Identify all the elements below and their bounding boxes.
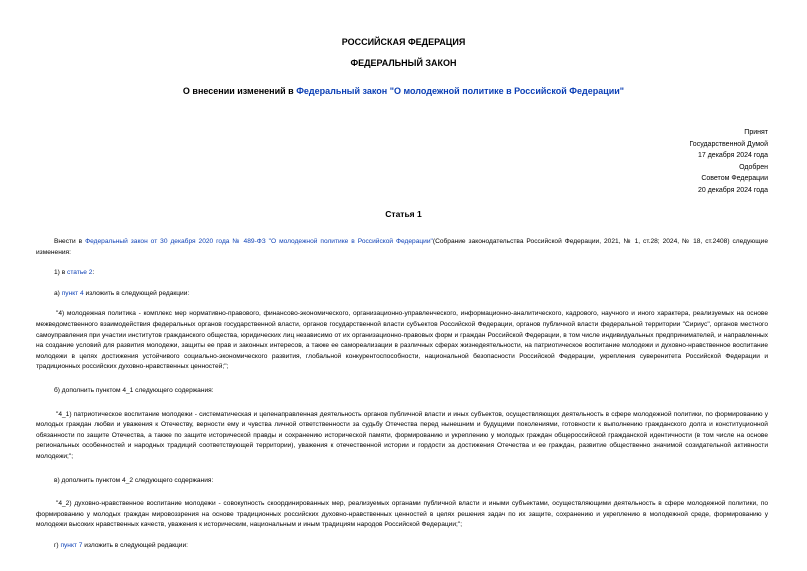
- subitem-d: [36, 541, 768, 552]
- subitem-a-suffix: изложить в следующей редакции:: [83, 289, 190, 297]
- document-title: [0, 86, 807, 96]
- article-heading: Статья 1: [385, 209, 422, 219]
- subitem-a: [36, 289, 768, 300]
- intro-prefix: Внести в: [54, 238, 86, 245]
- article-body: [36, 237, 768, 551]
- item-1-prefix: 1) в: [54, 269, 68, 277]
- subitem-c: в) дополнить пунктом 4_2 следующего содержания:: [54, 476, 214, 484]
- article-2-link[interactable]: статье 2: [67, 269, 93, 277]
- intro-suffix: (Собрание законодательства Российской Федерации, 2021, № 1, ст.28; 2024, № 18, ст.2408) следующие изменения:: [36, 238, 769, 256]
- law-title-link[interactable]: Федеральный закон "О молодежной политике в Российской Федерации": [296, 86, 625, 96]
- subitem-b: б) дополнить пунктом 4_1 следующего содержания:: [54, 386, 214, 394]
- document-law-type: ФЕДЕРАЛЬНЫЙ ЗАКОН: [350, 58, 457, 68]
- approval-line: Одобрен: [739, 163, 768, 171]
- quote-point-4-2: "4_2) духовно-нравственное воспитание молодежи - совокупность скоординированных мер, реализуемых органами публичной власти и иными субъектами, осуществляющими деятельность в сфере молодежной политики, по формированию у молодых граждан мировоззрения на основе традиционных российских духовно-нравственных ценностей в целях решения задач по их защите, сохранению и укреплению в молодежной среде, формированию у молодежи высоких нравственных качеств, уважения к историческим, национальным и иным традициям народов Российской Федерации;";: [36, 500, 768, 529]
- point-4-link[interactable]: пункт 4: [61, 289, 84, 297]
- approval-line: 20 декабря 2024 года: [697, 186, 768, 194]
- quote-point-4: "4) молодежная политика - комплекс мер нормативно-правового, финансово-экономического, организационно-управленческого, информационно-аналитического, кадрового, научного и иного характера, реализуемых на основе межведомственного взаимодействия федеральных органов государственной власти, органов государственной власти субъектов Российской Федерации, органов публичной власти федеральной территории "Сириус", органов местного самоуправления при участии институтов гражданского общества, юридических лиц независимо от их организационно-правовых форм и граждан Российской Федерации, в том числе индивидуальных предпринимателей, и направленных на создание условий для развития молодежи, защиты ее прав и законных интересов, а также ее самореализации в различных сферах жизнедеятельности, на патриотическое воспитание молодежи и духовно-нравственное воспитание молодежи в целях достижения устойчивого социально-экономического развития, глобальной конкурентоспособности, национальной безопасности Российской Федерации, укрепления суверенитета Российской Федерации и традиционных российских духовно-нравственных ценностей;";: [36, 310, 768, 371]
- title-prefix: О внесении изменений в: [182, 86, 297, 96]
- adoption-line: 17 декабря 2024 года: [697, 152, 768, 159]
- adoption-block: [689, 127, 768, 196]
- item-1: [36, 268, 768, 279]
- approval-line: Советом Федерации: [701, 175, 768, 182]
- point-7-link[interactable]: пункт 7: [60, 541, 83, 549]
- item-1-suffix: :: [92, 269, 95, 277]
- intro-paragraph: [36, 237, 768, 258]
- quote-point-4-1: "4_1) патриотическое воспитание молодежи - систематическая и целенаправленная деятельность органов публичной власти и иных субъектов, осуществляющих деятельность в сфере молодежной политики, по формированию у молодых граждан любви и уважения к Отечеству, верности ему и чувства личной ответственности за судьбу Отечества перед нынешним и будущими поколениями, готовности к выполнению гражданского долга и конституционной обязанности по защите Отечества, а также по защите исторической правды и сохранению исторической памяти, формированию и укреплению у молодых граждан общероссийской гражданской идентичности (в том числе на основе региональных особенностей и народных традиций соответствующей территории), уважения к отечественной истории и гордости за достижения Отечества и ее граждан, развитие общественно значимой созидательной активности молодежи;";: [36, 410, 768, 460]
- adoption-line: Государственной Думой: [689, 140, 768, 148]
- adoption-line: Принят: [744, 129, 768, 136]
- subitem-d-prefix: г): [54, 541, 61, 549]
- subitem-a-prefix: а): [54, 289, 62, 297]
- law-reference-link[interactable]: Федеральный закон от 30 декабря 2020 года № 489-ФЗ "О молодежной политике в Российской Федерации": [85, 238, 433, 245]
- document-country: РОССИЙСКАЯ ФЕДЕРАЦИЯ: [341, 37, 466, 47]
- subitem-d-suffix: изложить в следующей редакции:: [82, 541, 188, 549]
